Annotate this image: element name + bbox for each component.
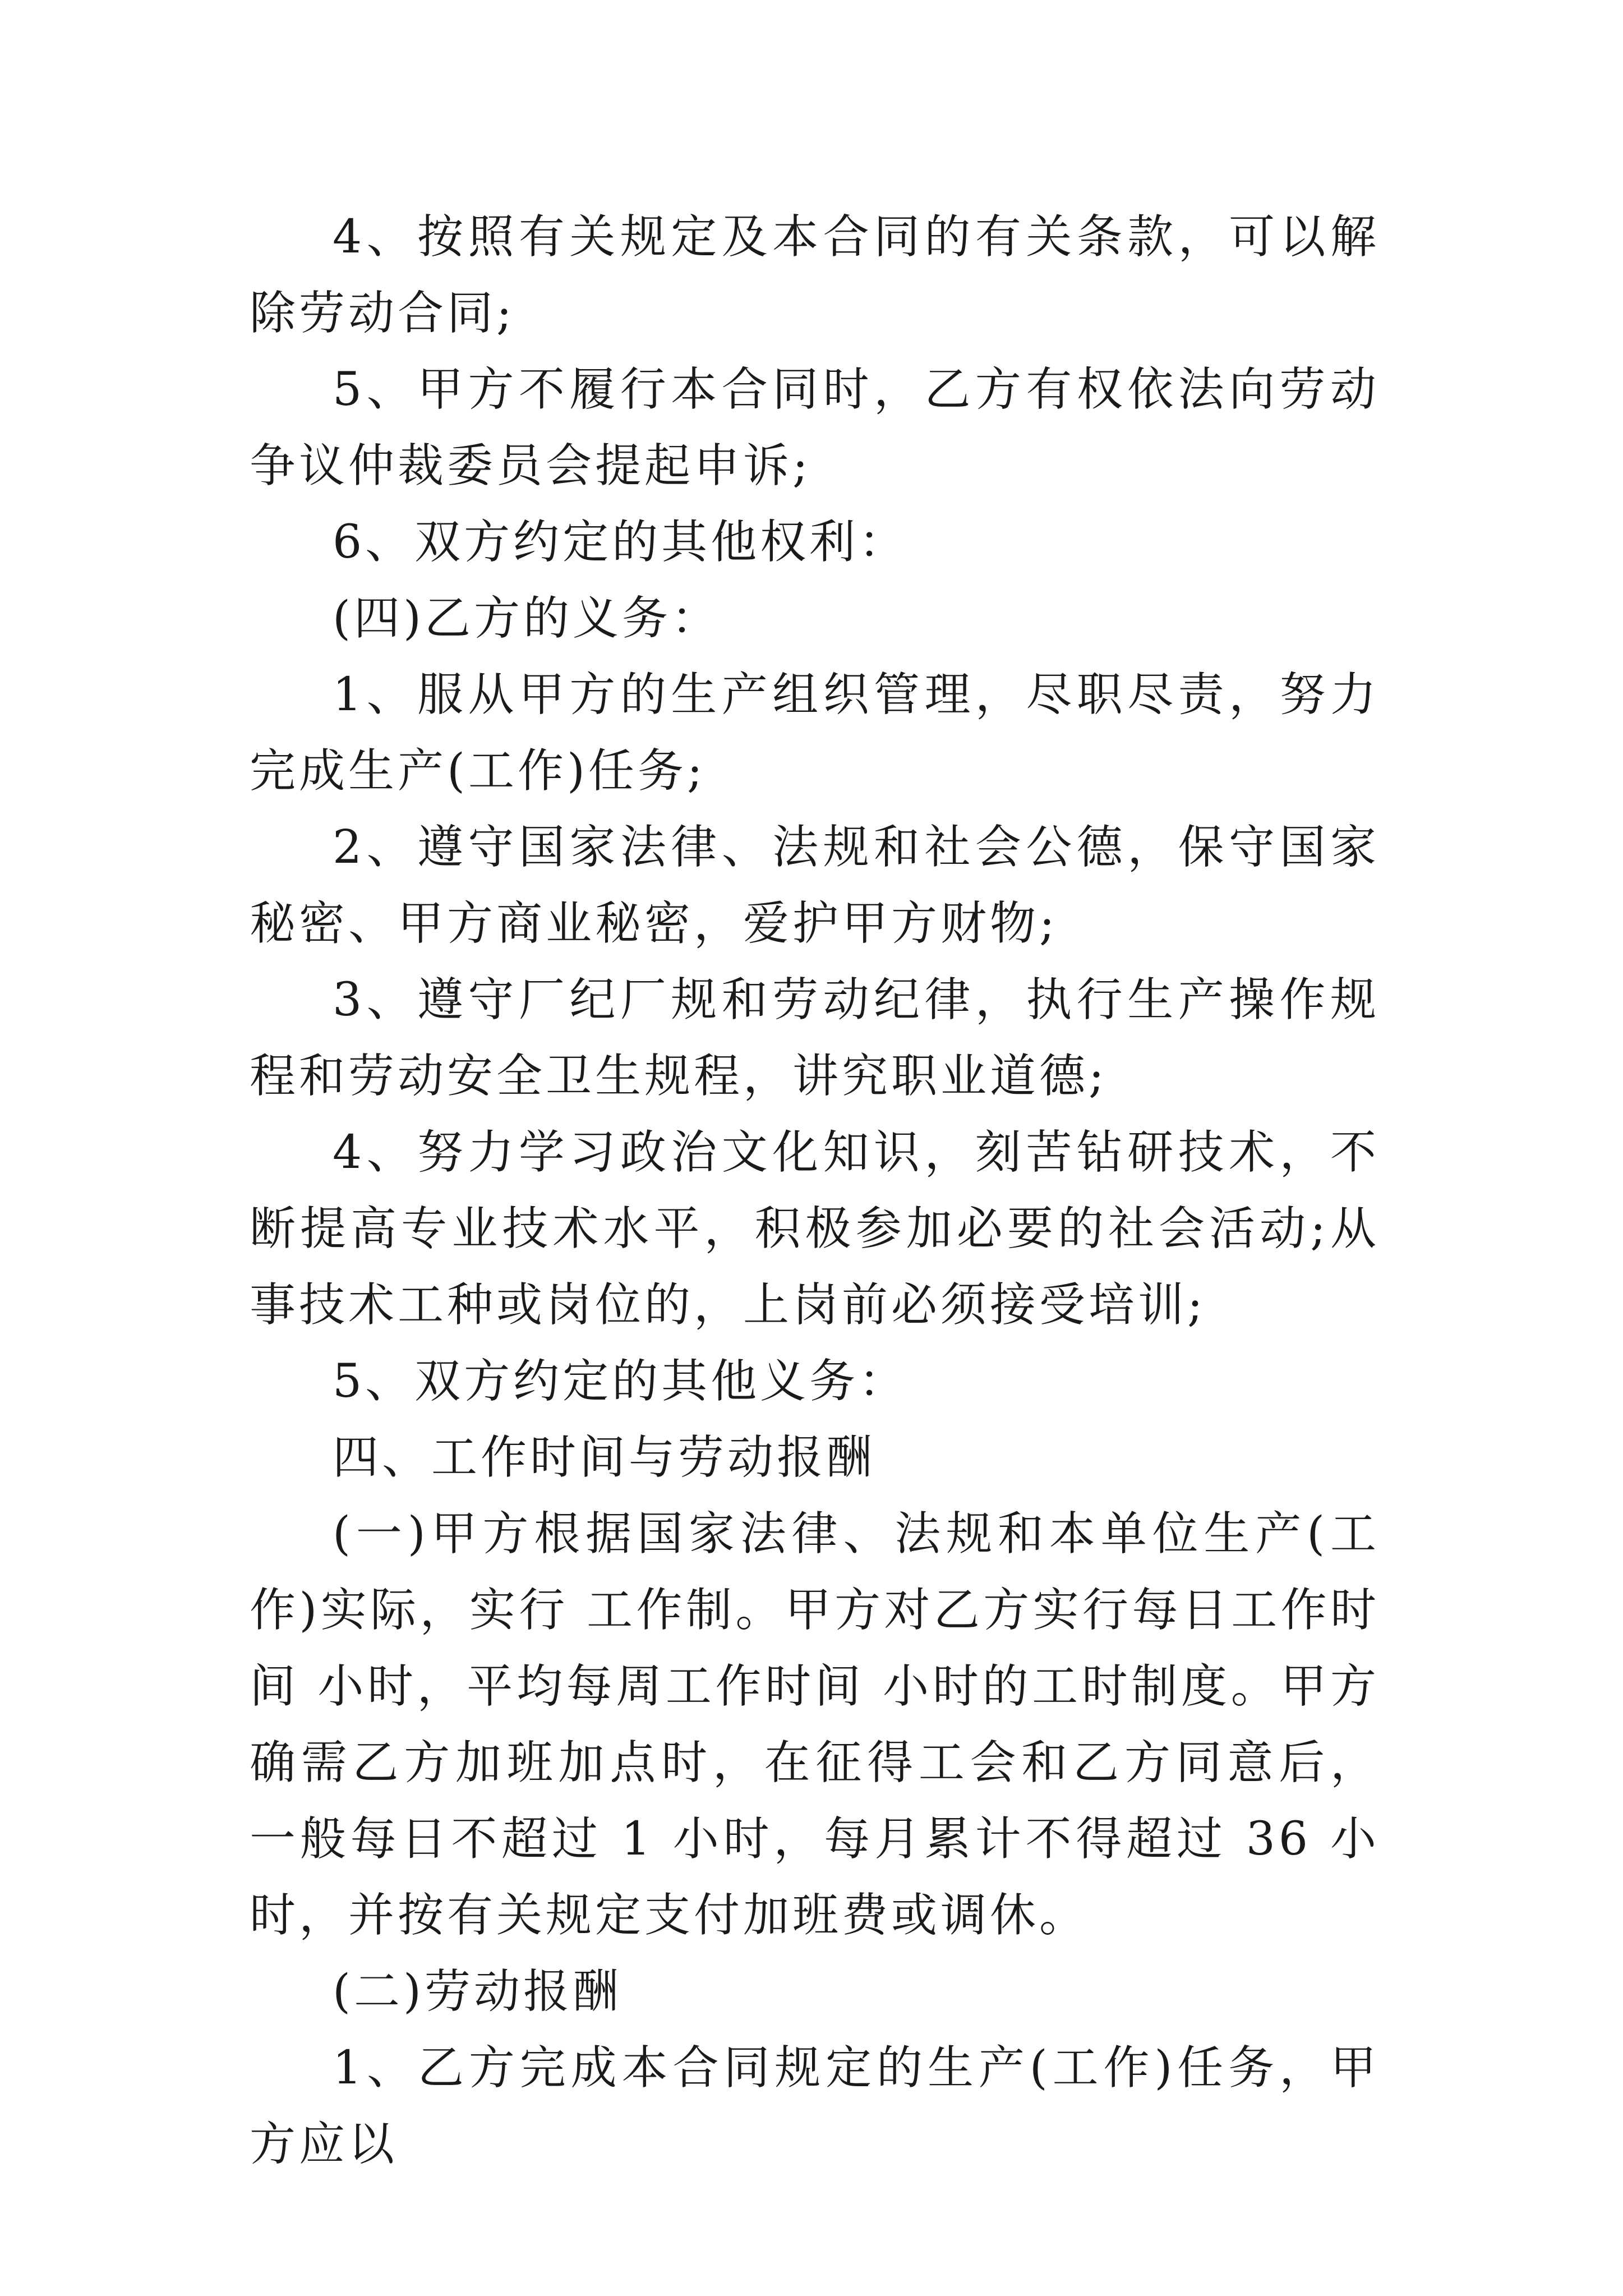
paragraph-obligation-5: 5、双方约定的其他义务： — [333, 1355, 909, 1408]
paragraph-obligation-4: 4、努力学习政治文化知识，刻苦钻研技术，不断提高专业技术水平，积极参加必要的社会活动;从事技术工种或岗位的，上岗前必须接受培训; — [250, 1126, 1380, 1332]
section-heading-obligations: (四)乙方的义务： — [333, 592, 721, 645]
paragraph-remuneration-1: 1、乙方完成本合同规定的生产(工作)任务，甲方应以 — [250, 2041, 1380, 2171]
document-body — [250, 199, 1380, 2183]
paragraph-obligation-1: 1、服从甲方的生产组织管理，尽职尽责，努力完成生产(工作)任务; — [250, 668, 1380, 798]
paragraph-obligation-3: 3、遵守厂纪厂规和劳动纪律，执行生产操作规程和劳动安全卫生规程，讲究职业道德; — [250, 973, 1380, 1103]
paragraph-right-5: 5、甲方不履行本合同时，乙方有权依法向劳动争议仲裁委员会提起申诉; — [250, 363, 1380, 493]
paragraph-obligation-2: 2、遵守国家法律、法规和社会公德，保守国家秘密、甲方商业秘密，爱护甲方财物; — [250, 821, 1380, 950]
paragraph-right-4: 4、按照有关规定及本合同的有关条款，可以解除劳动合同; — [250, 210, 1380, 340]
paragraph-working-hours: (一)甲方根据国家法律、法规和本单位生产(工作)实际，实行 工作制。甲方对乙方实行每日工作时间 小时，平均每周工作时间 小时的工时制度。甲方确需乙方加班加点时，在征得工会和乙方同意后，一般每日不超过 1 小时，每月累计不得超过 36 小时，并按有关规定支付加班费或调休。 — [250, 1507, 1380, 1942]
section-heading-working-hours: 四、工作时间与劳动报酬 — [333, 1431, 876, 1484]
paragraph-right-6: 6、双方约定的其他权利： — [333, 516, 909, 569]
section-heading-remuneration: (二)劳动报酬 — [333, 1965, 622, 2018]
